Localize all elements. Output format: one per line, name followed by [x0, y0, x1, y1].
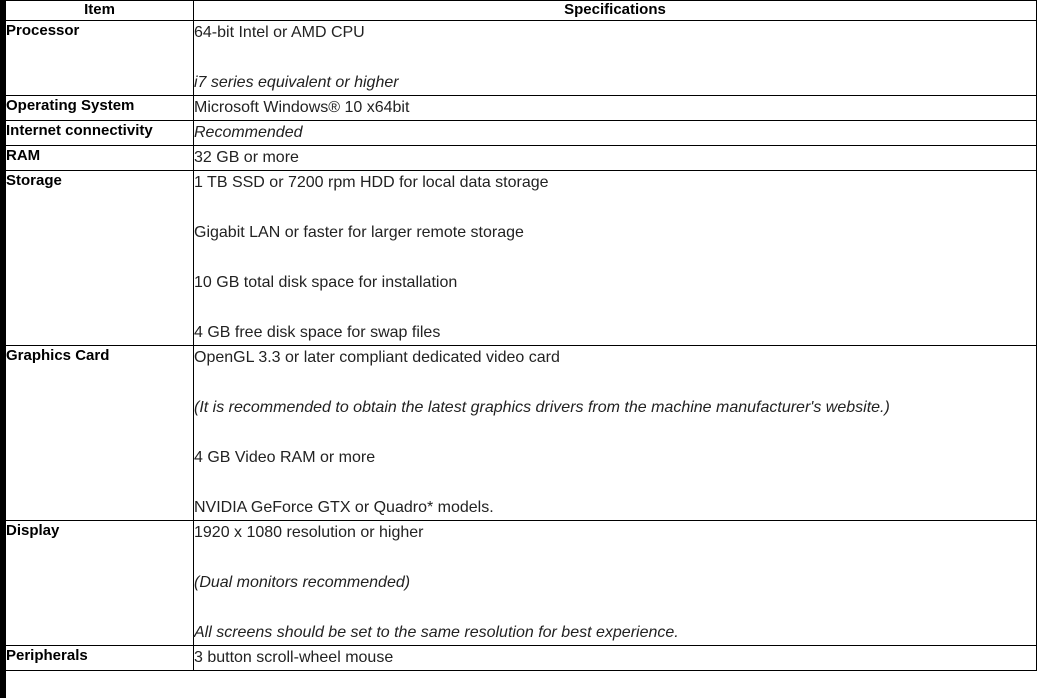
- spec-line: 64-bit Intel or AMD CPU: [194, 24, 365, 41]
- row-item-label: Processor: [6, 21, 194, 96]
- row-item-label: RAM: [6, 146, 194, 171]
- spec-line: i7 series equivalent or higher: [194, 74, 399, 91]
- spec-line: All screens should be set to the same resolution for best experience.: [194, 624, 679, 641]
- table-row: [6, 346, 1037, 521]
- table-row: [6, 171, 1037, 346]
- column-header-specifications: Specifications: [194, 1, 1037, 21]
- spec-spacer: [194, 195, 1036, 221]
- row-item-label: Peripherals: [6, 646, 194, 671]
- row-item-label: Display: [6, 521, 194, 646]
- spec-line: Recommended: [194, 124, 303, 141]
- specifications-table: [5, 0, 1037, 671]
- spec-line: 1 TB SSD or 7200 rpm HDD for local data storage: [194, 174, 549, 191]
- spec-spacer: [194, 245, 1036, 271]
- column-header-item: Item: [6, 1, 194, 21]
- spec-line: OpenGL 3.3 or later compliant dedicated video card: [194, 349, 560, 366]
- spec-spacer: [194, 545, 1036, 571]
- table-row: [6, 121, 1037, 146]
- row-specification: [194, 146, 1037, 171]
- row-item-label: Operating System: [6, 96, 194, 121]
- table-row: [6, 521, 1037, 646]
- spec-line: (It is recommended to obtain the latest graphics drivers from the machine manufacturer's website.): [194, 399, 890, 416]
- spec-line: 32 GB or more: [194, 149, 299, 166]
- table-row: [6, 646, 1037, 671]
- spec-line: 10 GB total disk space for installation: [194, 274, 458, 291]
- row-specification: [194, 21, 1037, 96]
- spec-spacer: [194, 45, 1036, 71]
- spec-spacer: [194, 595, 1036, 621]
- row-specification: [194, 646, 1037, 671]
- row-specification: [194, 121, 1037, 146]
- spec-line: Gigabit LAN or faster for larger remote storage: [194, 224, 524, 241]
- row-item-label: Storage: [6, 171, 194, 346]
- row-specification: [194, 521, 1037, 646]
- spec-line: 4 GB Video RAM or more: [194, 449, 376, 466]
- spec-line: 1920 x 1080 resolution or higher: [194, 524, 424, 541]
- row-specification: [194, 346, 1037, 521]
- row-item-label: Graphics Card: [6, 346, 194, 521]
- spec-line: (Dual monitors recommended): [194, 574, 411, 591]
- spec-line: NVIDIA GeForce GTX or Quadro* models.: [194, 499, 494, 516]
- spec-spacer: [194, 420, 1036, 446]
- spec-line: 4 GB free disk space for swap files: [194, 324, 441, 341]
- table-row: [6, 21, 1037, 96]
- spec-spacer: [194, 470, 1036, 496]
- row-specification: [194, 96, 1037, 121]
- table-row: [6, 146, 1037, 171]
- spec-line: 3 button scroll-wheel mouse: [194, 649, 394, 666]
- row-specification: [194, 171, 1037, 346]
- row-item-label: Internet connectivity: [6, 121, 194, 146]
- spec-spacer: [194, 370, 1036, 396]
- spec-spacer: [194, 295, 1036, 321]
- spec-line: Microsoft Windows® 10 x64bit: [194, 99, 410, 116]
- table-row: [6, 96, 1037, 121]
- table-header-row: [6, 1, 1037, 21]
- table-body: [6, 21, 1037, 671]
